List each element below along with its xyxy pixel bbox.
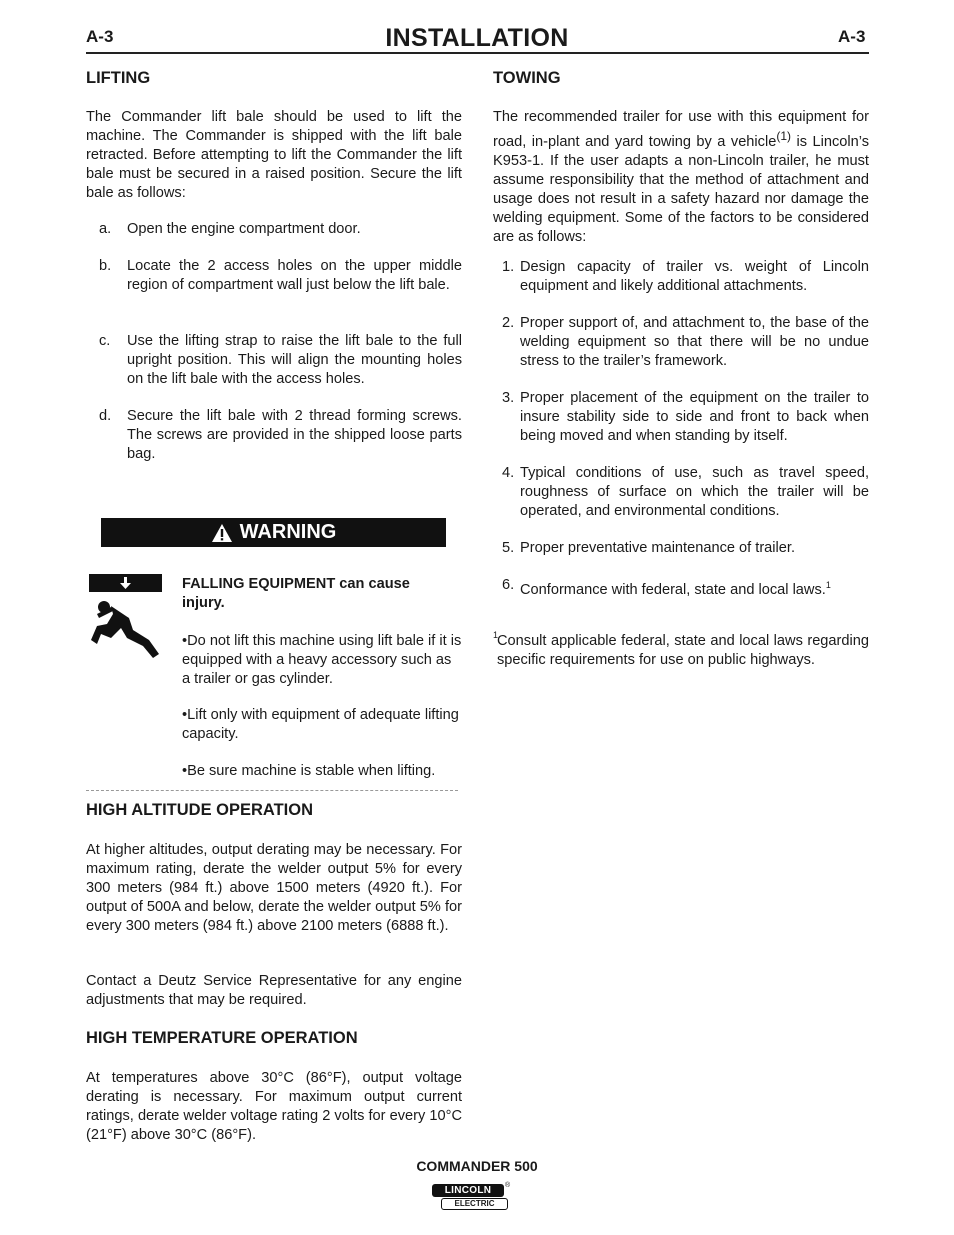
lifting-step-a-label: a.	[99, 221, 112, 237]
warning-triangle-icon	[211, 523, 233, 543]
towing-item-2: Proper support of, and attachment to, the base of the welding equipment so that there will be no undue stress to the trailer’s framework.	[520, 315, 869, 369]
towing-item-3: Proper placement of the equipment on the trailer to insure stability side to side and front to back when being moved and when standing by itself.	[520, 390, 869, 444]
towing-item-5: Proper preventative maintenance of trailer.	[520, 540, 796, 556]
high-altitude-heading: HIGH ALTITUDE OPERATION	[86, 801, 314, 819]
towing-item-1-label: 1.	[502, 259, 515, 275]
warning-banner	[101, 518, 446, 547]
warning-bullet-2: •Lift only with equipment of adequate lifting capacity.	[182, 707, 459, 742]
footer-model: COMMANDER 500	[416, 1158, 538, 1174]
towing-item-6-footnote-ref: 1	[825, 580, 831, 590]
towing-item-5-label: 5.	[502, 540, 515, 556]
lincoln-electric-logo	[432, 1184, 510, 1212]
towing-item-6	[520, 576, 869, 600]
high-altitude-para-2: Contact a Deutz Service Representative for any engine adjustments that may be required.	[86, 973, 462, 1008]
page-title: INSTALLATION	[385, 24, 569, 52]
header-rule	[86, 52, 869, 54]
towing-intro	[493, 108, 869, 247]
warning-hazard-title: FALLING EQUIPMENT can cause injury.	[182, 576, 410, 611]
high-temperature-para: At temperatures above 30°C (86°F), output voltage derating is necessary. For maximum output current ratings, derate welder voltage rating 2 volts for every 10°C (21°F) above 30°C (86°F).	[86, 1070, 462, 1143]
towing-item-3-label: 3.	[502, 390, 515, 406]
warning-label: WARNING	[239, 521, 337, 543]
logo-bottom: ELECTRIC	[441, 1198, 508, 1210]
towing-footnote: Consult applicable federal, state and local laws regarding specific requirements for use on public highways.	[497, 633, 869, 668]
towing-item-2-label: 2.	[502, 315, 515, 331]
towing-intro-end: is Lincoln’s K953-1. If the user adapts a non-Lincoln trailer, he must assume responsibility that the method of attachment and usage does not result in a safety hazard nor damage the welding equipment. Some of the factors to be considered are as follows:	[493, 133, 870, 245]
towing-item-4-label: 4.	[502, 465, 515, 481]
divider	[86, 790, 458, 791]
lifting-step-b-label: b.	[99, 258, 112, 274]
towing-item-6-text: Conformance with federal, state and local laws.	[520, 581, 826, 598]
footnote-mark: 1	[493, 630, 499, 640]
warning-bullet-1: •Do not lift this machine using lift bale if it is equipped with a heavy accessory such as a trailer or gas cylinder.	[182, 633, 462, 687]
lifting-step-c-label: c.	[99, 333, 111, 349]
lifting-step-d: Secure the lift bale with 2 thread forming screws. The screws are provided in the shipped loose parts bag.	[127, 408, 462, 462]
warning-bullet-3: •Be sure machine is stable when lifting.	[182, 763, 436, 779]
towing-item-1: Design capacity of trailer vs. weight of Lincoln equipment and likely additional attachments.	[520, 259, 869, 294]
logo-top: LINCOLN	[432, 1184, 504, 1197]
lifting-step-a: Open the engine compartment door.	[127, 221, 361, 237]
towing-item-4: Typical conditions of use, such as travel speed, roughness of surface on which the trailer will be operated, and environmental conditions.	[520, 465, 869, 519]
lifting-step-b: Locate the 2 access holes on the upper middle region of compartment wall just below the lift bale.	[127, 258, 462, 293]
page-number-left: A-3	[86, 27, 114, 46]
high-temperature-heading: HIGH TEMPERATURE OPERATION	[86, 1029, 358, 1047]
lifting-heading: LIFTING	[86, 69, 151, 87]
page-number-right: A-3	[838, 27, 866, 46]
towing-intro-start: The recommended trailer for use with this equipment for road, in-plant and yard towing by a vehicle	[493, 109, 869, 150]
falling-equipment-icon	[89, 574, 163, 660]
lifting-intro: The Commander lift bale should be used to lift the machine. The Commander is shipped with the lift bale retracted. Before attempting to lift the Commander the lift bale must be secured in a raised position. Secure the lift bale as follows:	[86, 109, 462, 201]
logo-registered: ®	[505, 1182, 511, 1189]
lifting-step-c: Use the lifting strap to raise the lift bale to the full upright position. This will align the mounting holes on the lift bale with the access holes.	[127, 333, 462, 387]
towing-item-6-label: 6.	[502, 577, 515, 593]
lifting-step-d-label: d.	[99, 408, 112, 424]
high-altitude-para-1: At higher altitudes, output derating may be necessary. For maximum rating, derate the welder output 5% for every 300 meters (984 ft.) above 1500 meters (4920 ft.). For output of 500A and below, derate the welder output 5% for every 300 meters (984 ft.) above 2100 meters (6888 ft.).	[86, 842, 462, 934]
towing-intro-footnote-ref: (1)	[776, 129, 791, 143]
towing-heading: TOWING	[493, 69, 561, 87]
